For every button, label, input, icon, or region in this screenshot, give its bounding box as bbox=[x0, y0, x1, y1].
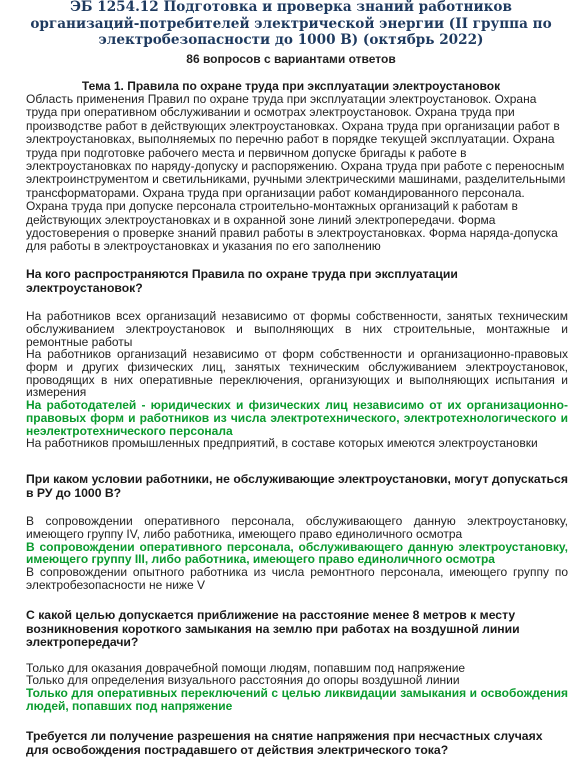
question-text: При каком условии работники, не обслуживающие электроустановки, могут допускаться в РУ до 1000 В? bbox=[26, 472, 568, 500]
topic-description: Область применения Правил по охране труда при эксплуатации электроустановок. Охрана труда при оперативном обслуживании и осмотрах электроустановок. Охрана труда при производстве работ в действующих электроустановках. Охрана труда при организации работ в электроустановках, выполняемых по перечню работ в порядке текущей эксплуатации. Охрана труда при подготовке рабочего места и первичном допуске бригады к работе в электроустановках по наряду-допуску и распоряжению. Охрана труда при работе с переносным электроинструментом и светильниками, ручными электрическими машинами, разделительными трансформаторами. Охрана труда при организации работ командированного персонала. Охрана труда при допуске персонала строительно-монтажных организаций к работам в действующих электроустановках и в охранной зоне линий электропередачи. Форма удостоверения о проверке знаний правил работы в электроустановках. Форма наряда-допуска для работы в электроустановках и указания по его заполнению bbox=[26, 92, 566, 254]
answer-option-correct: На работодателей - юридических и физических лиц независимо от их организационно-правовых форм и работников из числа электротехнического, электротехнологического и неэлектротехнического персонала bbox=[26, 398, 568, 438]
question-text: С какой целью допускается приближение на расстояние менее 8 метров к месту возникновения короткого замыкания на землю при работах на воздушной линии электропередачи? bbox=[26, 608, 520, 650]
answer-option: В сопровождении опытного работника из числа ремонтного персонала, имеющего группу по электробезопасности не ниже V bbox=[26, 565, 568, 592]
answer-option: На работников организаций независимо от форм собственности и организационно-правовых форм и других физических лиц, занятых техническим обслуживанием электроустановок, проводящих в них оперативные переключения, организующих и выполняющих испытания и измерения bbox=[26, 347, 568, 400]
question-block-4 bbox=[26, 730, 568, 757]
answer-option: В сопровождении оперативного персонала, обслуживающего данную электроустановку, имеющего группу IV, либо работника, имеющего право единоличного осмотра bbox=[26, 514, 568, 541]
answer-option: Только для оказания доврачебной помощи людям, попавшим под напряжение bbox=[26, 660, 466, 675]
answer-option-correct: Только для оперативных переключений с целью ликвидации замыкания и освобождения людей, попавших под напряжение bbox=[26, 686, 568, 713]
document-title: ЭБ 1254.12 Подготовка и проверка знаний работников организаций-потребителей электрической энергии (II группа по электробезопасности до 1000 В) (октябрь 2022) bbox=[30, 0, 552, 48]
document-subtitle: 86 вопросов с вариантами ответов bbox=[186, 52, 396, 66]
answer-option-correct: В сопровождении оперативного персонала, обслуживающего данную электроустановку, имеющего группу III, либо работника, имеющего право единоличного осмотра bbox=[26, 539, 568, 567]
question-text: На кого распространяются Правила по охране труда при эксплуатации электроустановок? bbox=[26, 267, 458, 295]
question-text: Требуется ли получение разрешения на снятие напряжения при несчастных случаях для освобождения пострадавшего от действия электрического тока? bbox=[26, 729, 543, 757]
answer-option: На работников всех организаций независимо от формы собственности, занятых техническим обслуживанием электроустановок и выполняющих в них строительные, монтажные и ремонтные работы bbox=[26, 309, 568, 349]
question-block-2 bbox=[26, 473, 568, 591]
answer-option: На работников промышленных предприятий, в составе которых имеются электроустановки bbox=[26, 436, 538, 451]
question-block-1 bbox=[26, 268, 568, 450]
topic-title: Тема 1. Правила по охране труда при эксплуатации электроустановок bbox=[81, 79, 501, 93]
question-block-3 bbox=[26, 609, 568, 713]
answer-option: Только для определения визуального расстояния до опоры воздушной линии bbox=[26, 673, 460, 688]
